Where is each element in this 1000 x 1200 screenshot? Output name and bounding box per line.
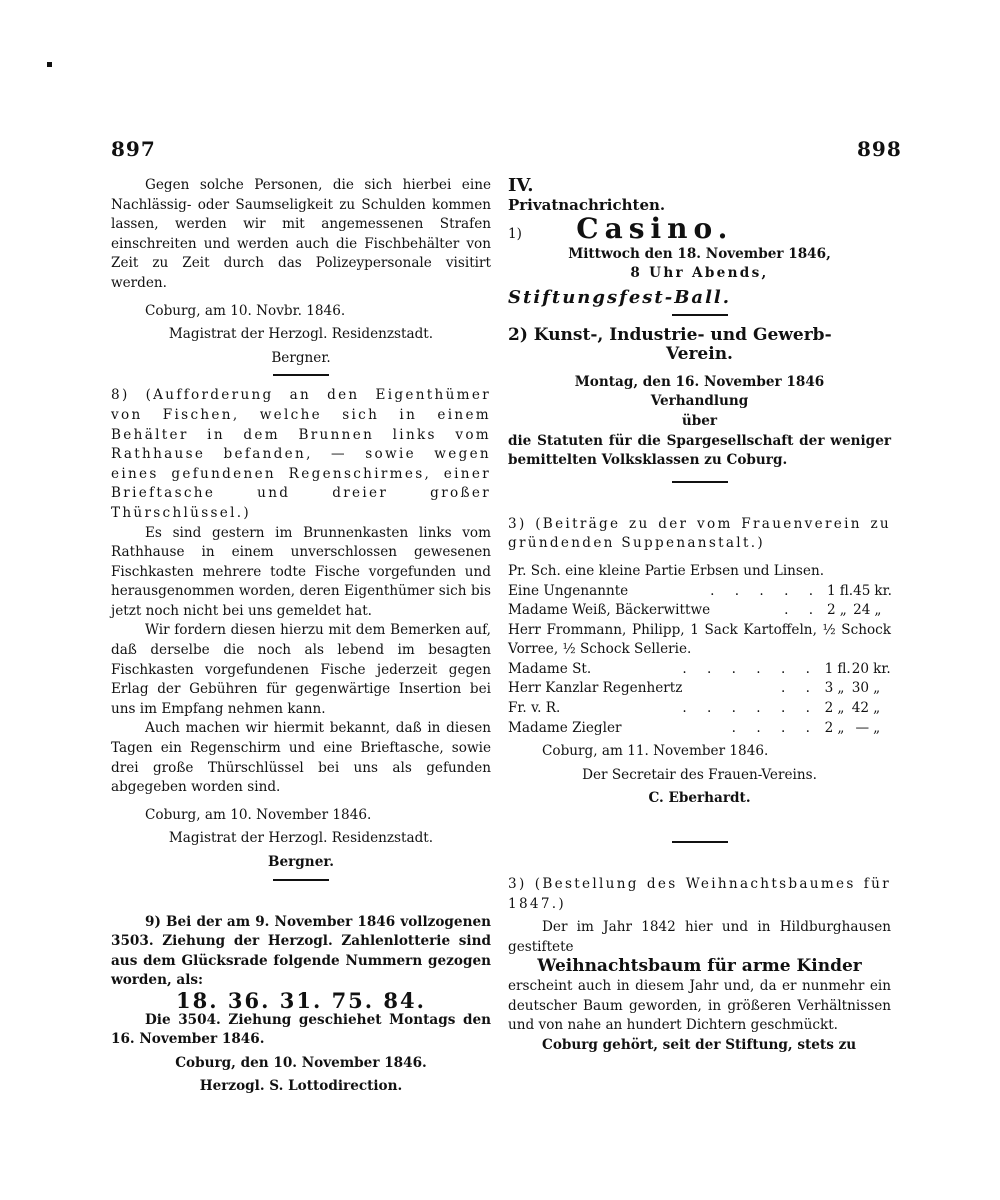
notice-date: Coburg, am 10. November 1846. <box>145 806 372 823</box>
donation-amount: 2 <box>824 719 834 736</box>
donation-name: Herr Kanzlar Regenhertz <box>508 680 683 697</box>
verein-line-2: über <box>681 412 718 429</box>
donation-row <box>508 601 892 621</box>
right-column <box>508 176 891 1055</box>
weihnachtsbaum-paragraph-3: Coburg gehört, seit der Stiftung, stets zu <box>542 1036 857 1053</box>
donation-unit: fl. <box>839 582 854 599</box>
donation-subamount: 20 <box>851 660 870 677</box>
donation-leader-dots: . . <box>784 602 822 619</box>
notice-date: Coburg, den 10. November 1846. <box>175 1054 427 1071</box>
print-speck <box>47 62 52 67</box>
notice-8-paragraph-2: Wir fordern diesen hierzu mit dem Bemerken auf, daß derselbe die noch als lebend im besagten Fischkasten vorgefundenen Fische jederzeit gegen Erlag der Gebühren für gegenwärtige Insertion bei uns im Empfang nehmen kann. <box>111 622 491 717</box>
donation-subunit: „ <box>873 700 881 717</box>
item-number: 1) <box>508 226 522 243</box>
donation-row <box>508 719 891 739</box>
donation-amount: 2 <box>824 700 834 717</box>
section-title: Privatnachrichten. <box>508 195 666 214</box>
donation-leader-dots: . . . . . <box>710 582 822 599</box>
donation-row <box>508 660 891 680</box>
donation-amount: 2 <box>827 602 836 619</box>
donation-amount: 1 <box>827 582 836 599</box>
donation-unit: „ <box>837 700 845 717</box>
verein-line-1: Verhandlung <box>650 393 749 410</box>
donation-unit: fl. <box>837 660 851 677</box>
donation-subunit: „ <box>873 680 881 697</box>
section-divider <box>273 879 329 881</box>
weihnachtsbaum-paragraph-2: erscheint auch in diesem Jahr und, da er nunmehr ein deutscher Baum geworden, in größeren Verhältnissen und von nahe an hundert Dichtern geschmückt. <box>508 978 891 1034</box>
donations-signer: C. Eberhardt. <box>648 790 751 807</box>
donation-unit: „ <box>839 602 847 619</box>
weihnachtsbaum-paragraph-1: Der im Jahr 1842 hier und in Hildburghausen gestiftete <box>508 919 891 955</box>
donations-authority: Der Secretair des Frauen-Vereins. <box>582 766 817 783</box>
donation-unit: „ <box>837 719 845 736</box>
donations-date: Coburg, am 11. November 1846. <box>542 743 769 760</box>
casino-title: Casino. <box>576 212 734 246</box>
weihnachtsbaum-subheading: Weihnachtsbaum für arme Kinder <box>537 956 862 977</box>
donation-name: Madame Ziegler <box>508 719 622 736</box>
donation-row <box>508 582 892 602</box>
notice-9-paragraph: 9) Bei der am 9. November 1846 vollzogenen 3503. Ziehung der Herzogl. Zahlenlotterie sind aus dem Glücksrade folgende Nummern gezogen worden, als: <box>111 913 491 989</box>
notice-8-paragraph-3: Auch machen wir hiermit bekannt, daß in diesen Tagen ein Regenschirm und eine Brieftasche, sowie drei große Thürschlüssel bei uns als gefunden abgegeben worden sind. <box>111 720 491 796</box>
donation-subamount: 24 <box>853 602 871 619</box>
donation-unit: „ <box>837 680 845 697</box>
notice-8-paragraph-1: Es sind gestern im Brunnenkasten links vom Rathhause in einem unverschlossen gewesenen Fischkasten mehrere todte Fische vorgefunden und herausgenommen worden, deren Eigenthümer sich bis jetzt noch nicht bei uns gemeldet hat. <box>111 524 491 619</box>
donation-subamount: — <box>855 719 870 736</box>
donation-leader-dots: . . . . <box>731 719 818 736</box>
donation-leader-dots: . . . . . . <box>682 660 818 677</box>
donations-table <box>508 582 892 621</box>
verein-heading <box>508 326 891 346</box>
page-number-left: 897 <box>111 137 156 161</box>
notice-8-heading: 8) (Aufforderung an den Eigenthümer von Fischen, welche sich in einem Behälter in dem Brunnen links vom Rathhause befanden, — sowie wegen eines gefundenen Regenschirmes, einer Brieftasche und dreier großer Thürschlüssel.) <box>111 387 491 521</box>
notice-authority: Magistrat der Herzogl. Residenzstadt. <box>168 326 434 343</box>
donation-name: Madame Weiß, Bäckerwittwe <box>508 602 711 619</box>
lottery-numbers: 18. 36. 31. 75. 84. <box>176 987 426 1013</box>
casino-time: 8 Uhr Abends, <box>630 265 769 282</box>
item-number: 2) <box>508 324 528 345</box>
donation-leader-dots: . . <box>780 680 818 697</box>
donation-name: Madame St. <box>508 660 592 677</box>
verein-title-line-1: Kunst-, Industrie- und Gewerb- <box>533 324 832 345</box>
section-number: IV. <box>508 175 534 196</box>
verein-date: Montag, den 16. November 1846 <box>574 373 825 390</box>
donations-table <box>508 660 891 738</box>
casino-event: Stiftungsfest-Ball. <box>508 286 732 308</box>
verein-agenda: die Statuten für die Spargesellschaft der weniger bemittelten Volksklassen zu Coburg. <box>508 432 891 469</box>
donation-name: Eine Ungenannte <box>508 582 629 599</box>
donation-row <box>508 679 891 699</box>
donation-subunit: „ <box>874 602 882 619</box>
intro-paragraph: Gegen solche Personen, die sich hierbei eine Nachlässig- oder Saumseligkeit zu Schulden kommen lassen, werden wir mit angemessenen Strafen einschreiten und werden auch die Fischbehälter von Zeit zu Zeit durch das Polizeypersonale visitirt werden. <box>111 177 491 291</box>
donation-leader-dots: . . . . . . <box>682 700 818 717</box>
donation-row <box>508 699 891 719</box>
section-divider <box>273 374 329 376</box>
verein-title-line-2: Verein. <box>666 344 733 365</box>
donation-name: Fr. v. R. <box>508 700 561 717</box>
donation-subamount: 45 <box>853 582 871 599</box>
section-divider <box>672 481 728 483</box>
notice-signer: Bergner. <box>271 349 331 366</box>
donation-amount: 1 <box>824 660 834 677</box>
notice-authority: Herzogl. S. Lottodirection. <box>199 1078 403 1095</box>
donations-frommann-entry: Herr Frommann, Philipp, 1 Sack Kartoffeln, ½ Schock Vorree, ½ Schock Sellerie. <box>508 621 891 658</box>
donations-heading: 3) (Beiträge zu der vom Frauenverein zu gründenden Suppenanstalt.) <box>508 515 891 552</box>
donation-subamount: 30 <box>851 680 870 697</box>
notice-9-next-draw: Die 3504. Ziehung geschiehet Montags den 16. November 1846. <box>111 1011 491 1048</box>
donation-subunit: „ <box>873 719 881 736</box>
weihnachtsbaum-heading: 3) (Bestellung des Weihnachtsbaumes für 1847.) <box>508 876 891 912</box>
casino-date: Mittwoch den 18. November 1846, <box>568 245 831 262</box>
notice-date: Coburg, am 10. Novbr. 1846. <box>145 302 346 319</box>
section-divider <box>672 841 728 843</box>
notice-authority: Magistrat der Herzogl. Residenzstadt. <box>168 830 434 847</box>
notice-signer: Bergner. <box>268 854 334 870</box>
page-number-right: 898 <box>857 137 902 161</box>
donation-subunit: kr. <box>873 660 891 677</box>
donation-amount: 3 <box>824 680 834 697</box>
donation-subamount: 42 <box>851 700 870 717</box>
casino-heading <box>508 212 891 246</box>
donation-subunit: kr. <box>874 582 892 599</box>
left-column <box>111 176 491 1097</box>
donations-first-entry: Pr. Sch. eine kleine Partie Erbsen und Linsen. <box>508 562 825 579</box>
section-divider <box>672 314 728 316</box>
